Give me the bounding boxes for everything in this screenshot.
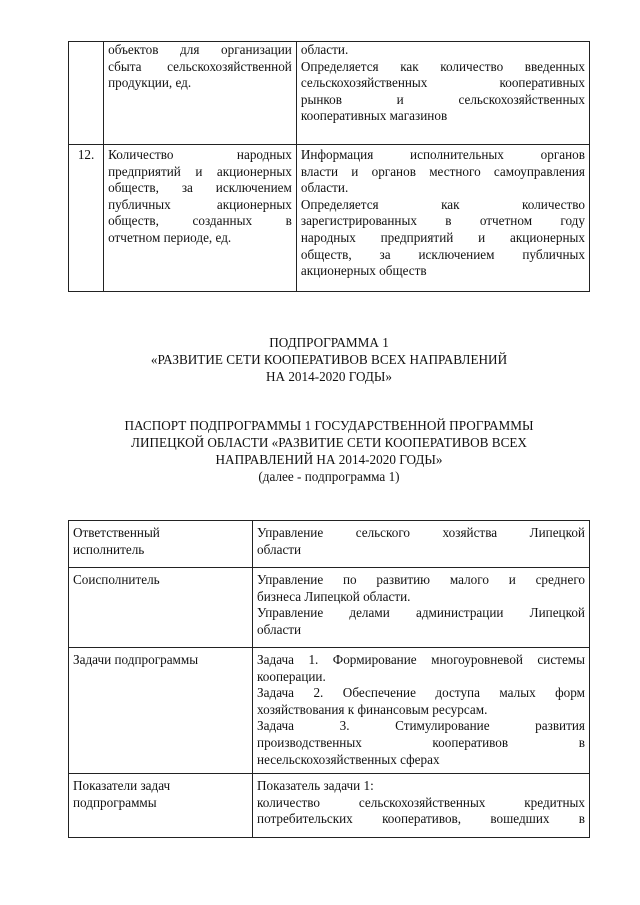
text-line: отчетном периоде, ед. <box>108 229 232 245</box>
text-line: области <box>257 621 302 637</box>
text-line: Задача 1. Формирование многоуровневой системы <box>257 652 585 667</box>
text-line: Управление делами администрации Липецкой <box>257 605 585 621</box>
text-line: предприятий и акционерных <box>108 163 292 179</box>
passport-table <box>68 520 590 838</box>
text-line: сельскохозяйственных кооперативных <box>300 75 585 91</box>
text-line: продукции, ед. <box>108 75 192 91</box>
text-line: объектов для организации <box>108 42 292 57</box>
text-line: обществ, за исключением <box>108 180 292 196</box>
text-line: кооперативных магазинов <box>300 108 448 124</box>
text-line: Управление по развитию малого и среднего <box>257 572 585 587</box>
text-line: Соисполнитель <box>73 572 160 587</box>
passport-value-cell <box>253 521 590 568</box>
text-line: власти и органов местного самоуправления <box>300 163 585 179</box>
text-line: исполнитель <box>73 541 145 557</box>
table-row <box>69 145 590 292</box>
title-line: ПАСПОРТ ПОДПРОГРАММЫ 1 ГОСУДАРСТВЕННОЙ ПРОГРАММЫ <box>124 418 534 433</box>
passport-value-cell <box>253 774 590 838</box>
text-line: народных предприятий и акционерных <box>300 229 585 245</box>
text-line: Информация исполнительных органов <box>300 147 585 162</box>
text-line: кооперации. <box>257 668 326 684</box>
passport-label-cell <box>69 568 253 648</box>
text-line: зарегистрированных в отчетном году <box>300 213 585 229</box>
text-line: Определяется как количество <box>300 196 585 212</box>
table-row <box>69 774 590 838</box>
row-number-cell <box>69 42 104 145</box>
text-line: хозяйствования к финансовым ресурсам. <box>257 701 488 717</box>
title-line: «РАЗВИТИЕ СЕТИ КООПЕРАТИВОВ ВСЕХ НАПРАВЛЕНИЙ <box>150 352 508 367</box>
text-line: несельскохозяйственных сферах <box>257 751 440 767</box>
text-line: Показатели задач <box>73 778 171 793</box>
title-line: НАПРАВЛЕНИЙ НА 2014-2020 ГОДЫ» <box>215 452 443 467</box>
text-line: Управление сельского хозяйства Липецкой <box>257 525 585 540</box>
text-line: производственных кооперативов в <box>257 734 585 750</box>
text-line: акционерных обществ <box>300 263 427 279</box>
text-line: Количество народных <box>108 147 292 162</box>
indicator-name-cell <box>104 42 297 145</box>
text-line: Задача 2. Обеспечение доступа малых форм <box>257 685 585 701</box>
text-line: области <box>257 541 302 557</box>
text-line: обществ, за исключением публичных <box>300 246 585 262</box>
text-line: области. <box>300 180 349 196</box>
passport-value-cell <box>253 648 590 774</box>
text-line: публичных акционерных <box>108 196 292 212</box>
passport-label-cell <box>69 774 253 838</box>
row-number-cell: 12. <box>69 145 104 292</box>
title-note: (далее - подпрограмма 1) <box>258 469 400 484</box>
title-line: НА 2014-2020 ГОДЫ» <box>265 369 393 384</box>
indicator-method-cell <box>296 42 589 145</box>
title-line: ПОДПРОГРАММА 1 <box>269 335 389 350</box>
passport-label-cell <box>69 521 253 568</box>
table-row <box>69 648 590 774</box>
passport-title <box>68 417 590 485</box>
indicator-method-cell <box>296 145 589 292</box>
text-line: рынков и сельскохозяйственных <box>300 91 585 107</box>
table-row <box>69 42 590 145</box>
title-line: ЛИПЕЦКОЙ ОБЛАСТИ «РАЗВИТИЕ СЕТИ КООПЕРАТИВОВ ВСЕХ <box>131 435 527 450</box>
text-line: сбыта сельскохозяйственной <box>108 58 292 74</box>
passport-label-cell <box>69 648 253 774</box>
text-line: Определяется как количество введенных <box>300 58 585 74</box>
text-line: Ответственный <box>73 525 160 540</box>
indicators-table <box>68 41 590 292</box>
text-line: количество сельскохозяйственных кредитных <box>257 794 585 810</box>
text-line: потребительских кооперативов, вошедших в <box>257 811 585 827</box>
text-line: бизнеса Липецкой области. <box>257 588 411 604</box>
passport-value-cell <box>253 568 590 648</box>
indicator-name-cell <box>104 145 297 292</box>
text-line: Задача 3. Стимулирование развития <box>257 718 585 734</box>
table-row <box>69 521 590 568</box>
table-row <box>69 568 590 648</box>
text-line: Задачи подпрограммы <box>73 652 199 667</box>
text-line: Показатель задачи 1: <box>257 778 374 793</box>
text-line: обществ, созданных в <box>108 213 292 229</box>
text-line: подпрограммы <box>73 794 157 810</box>
subprogram-title <box>68 334 590 385</box>
text-line: области. <box>300 42 349 57</box>
